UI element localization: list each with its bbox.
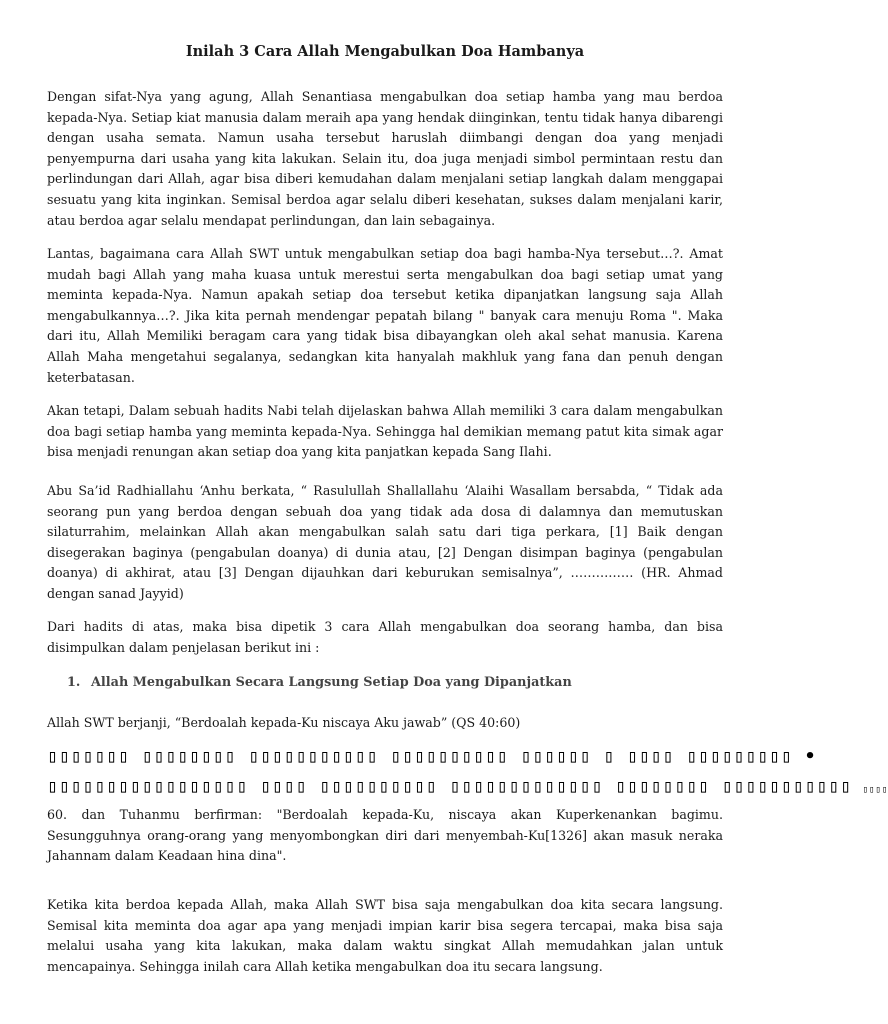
paragraph-conclusion: Dari hadits di atas, maka bisa dipetik 3 cara Allah mengabulkan doa seorang hamba, dan bisa disimpulkan dalam penjelasan berikut ini : — [47, 619, 723, 655]
paragraph-closing: Ketika kita berdoa kepada Allah, maka Allah SWT bisa saja mengabulkan doa kita secara langsung. Semisal kita meminta doa agar apa yang menjadi impian karir bisa segera tercapai, maka bisa saja melalui usaha yang kita lakukan, maka dalam waktu singkat Allah memudahkan jalan untuk mencapainya. Sehingga inilah cara Allah ketika mengabulkan doa itu secara langsung. — [47, 897, 723, 974]
section-heading-1 — [67, 675, 723, 690]
paragraph-hadith-quote: Abu Sa’id Radhiallahu ‘Anhu berkata, “ Rasulullah Shallallahu ‘Alaihi Wasallam bersabda, “ Tidak ada seorang pun yang berdoa dengan sebuah doa yang tidak ada dosa di dalamnya dan memutuskan silaturrahim, melainkan Allah akan mengabulkan salah satu dari tiga perkara, [1] Baik dengan disegerakan baginya (pengabulan doanya) di dunia atau, [2] Dengan disimpan baginya (pengabulan doanya) di akhirat, atau [3] Dengan dijauhkan dari keburukan semisalnya”, …………… (HR. Ahmad dengan sanad Jayyid) — [47, 483, 723, 601]
paragraph-question: Lantas, bagaimana cara Allah SWT untuk mengabulkan setiap doa bagi hamba-Nya tersebut…?. Amat mudah bagi Allah yang maha kuasa untuk merestui serta mengabulkan doa bagi setiap umat yang meminta kepada-Nya. Namun apakah setiap doa tersebut ketika dipanjatkan langsung saja Allah mengabulkannya…?. Jika kita pernah mendengar pepatah bilang " banyak cara menuju Roma ". Maka dari itu, Allah Memiliki beragam cara yang tidak bisa dibayangkan oleh akal sehat manusia. Karena Allah Maha mengetahui segalanya, sedangkan kita hanyalah makhluk yang fana dan penuh dengan keterbatasan. — [47, 246, 723, 385]
arabic-line: ▯▯▯▯▯▯▯ ▯▯▯▯▯▯▯▯ ▯▯▯▯▯▯▯▯▯▯▯ ▯▯▯▯▯▯▯▯▯▯ ▯▯▯▯▯▯ ▯ ▯▯▯▯ ▯▯▯▯▯▯▯▯▯ • — [47, 746, 817, 767]
section-number: 1. — [67, 675, 81, 690]
paragraph-translation: 60. dan Tuhanmu berfirman: "Berdoalah kepada-Ku, niscaya akan Kuperkenankan bagimu. Sesungguhnya orang-orang yang menyombongkan diri dari menyembah-Ku[1326] akan masuk neraka Jahannam dalam Keadaan hina dina". — [47, 807, 723, 864]
arabic-line: ▯▯▯▯▯▯▯▯▯▯▯▯▯▯▯▯▯ ▯▯▯▯ ▯▯▯▯▯▯▯▯▯▯ ▯▯▯▯▯▯▯▯▯▯▯▯▯ ▯▯▯▯▯▯▯▯ ▯▯▯▯▯▯▯▯▯▯▯ — [47, 776, 852, 797]
section-heading-text: Allah Mengabulkan Secara Langsung Setiap Doa yang Dipanjatkan — [91, 675, 572, 690]
document-title: Inilah 3 Cara Allah Mengabulkan Doa Hambanya — [185, 43, 585, 60]
paragraph-hadith-intro: Akan tetapi, Dalam sebuah hadits Nabi telah dijelaskan bahwa Allah memiliki 3 cara dalam mengabulkan doa bagi setiap hamba yang meminta kepada-Nya. Sehingga hal demikian memang patut kita simak agar bisa menjadi renungan akan setiap doa yang kita panjatkan kepada Sang Ilahi. — [47, 403, 723, 460]
paragraph-promise: Allah SWT berjanji, “Berdoalah kepada-Ku niscaya Aku jawab” (QS 40:60) — [47, 715, 521, 730]
arabic-line-wrapper — [47, 772, 888, 805]
arabic-verse-number: ▯▯▯▯ — [862, 785, 888, 795]
paragraph-intro: Dengan sifat-Nya yang agung, Allah Senantiasa mengabulkan doa setiap hamba yang mau berdoa kepada-Nya. Setiap kiat manusia dalam meraih apa yang hendak diinginkan, tentu tidak hanya dibarengi dengan usaha semata. Namun usaha tersebut haruslah diimbangi dengan doa yang menjadi penyempurna dari usaha yang kita lakukan. Selain itu, doa juga menjadi simbol permintaan restu dan perlindungan dari Allah, agar bisa diberi kemudahan dalam menjalani setiap langkah dalam menggapai sesuatu yang kita inginkan. Semisal berdoa agar selalu diberi kesehatan, sukses dalam menjalani karir, atau berdoa agar selalu mendapat perlindungan, dan lain sebagainya. — [47, 89, 723, 228]
arabic-verse — [47, 742, 888, 805]
